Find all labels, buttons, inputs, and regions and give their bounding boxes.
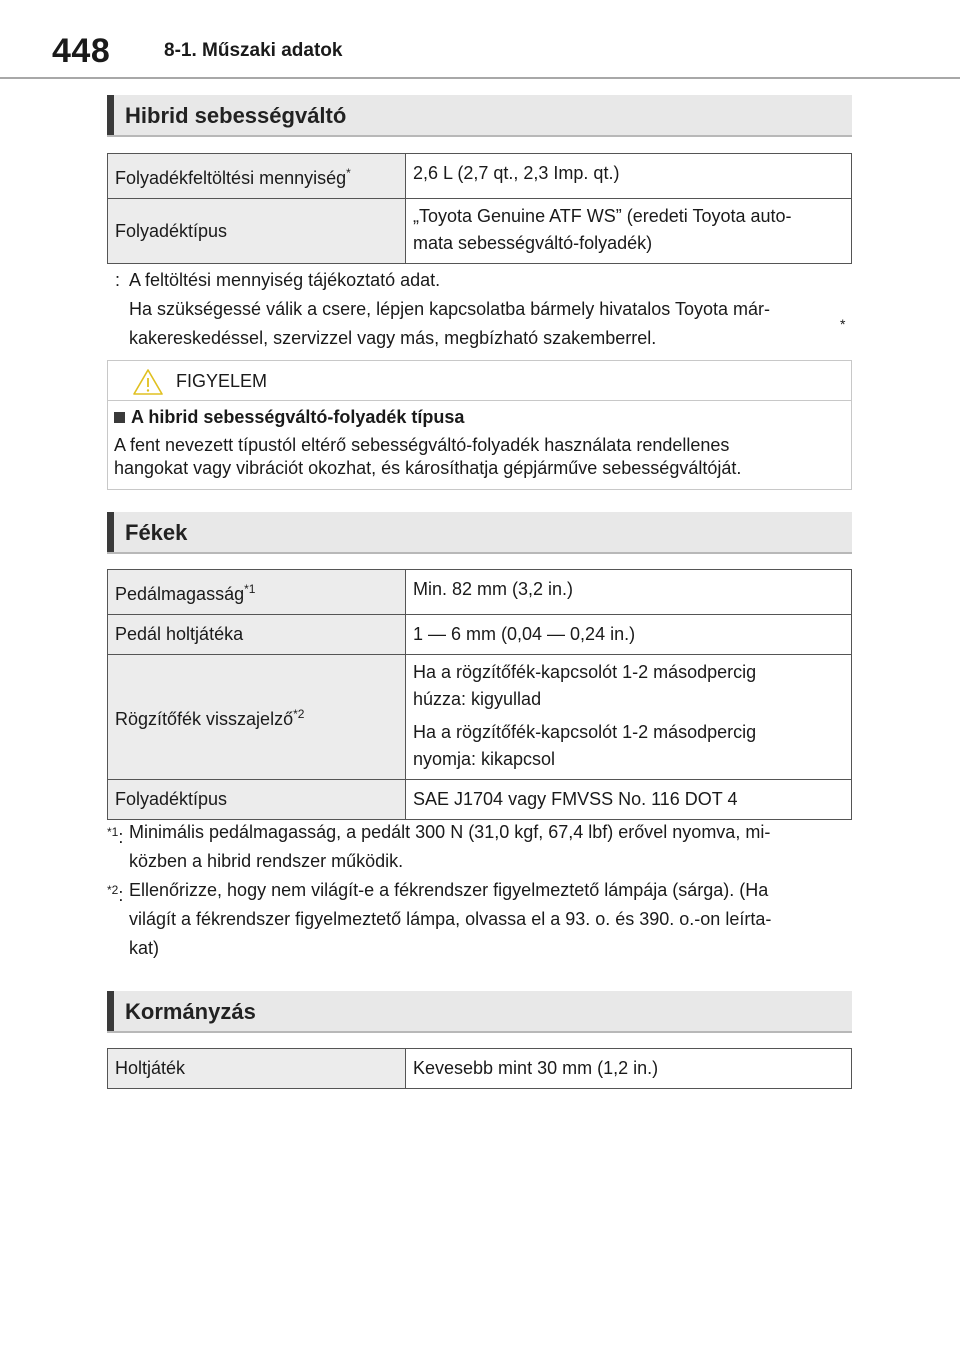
footnote-mark: : xyxy=(115,270,121,290)
warning-label: FIGYELEM xyxy=(176,371,268,391)
warning-subtitle: A hibrid sebességváltó-folyadék típusa xyxy=(114,407,464,428)
section-title: Fékek xyxy=(125,520,188,545)
spec-value: Ha a rögzítőfék-kapcsolót 1-2 másodpercig húzza: kigyullad Ha a rögzítőfék-kapcsolót 1-2 másodpercig nyomja: kikapcsol xyxy=(406,655,852,780)
spec-label: Pedálmagasság$^{*1}$ xyxy=(108,570,406,615)
spec-label: Rögzítőfék visszajelző$^{*2}$ xyxy=(108,655,406,780)
footnote-mark: $^{*2}$: xyxy=(107,883,124,905)
table-row xyxy=(108,655,852,780)
warning-header xyxy=(108,361,851,401)
chapter-title: 8-1. Műszaki adatok xyxy=(164,40,343,61)
section-title: Kormányzás xyxy=(125,999,256,1024)
warning-triangle-icon xyxy=(132,368,164,396)
header-divider xyxy=(0,77,960,79)
warning-box xyxy=(107,360,852,490)
footnote-line: Ha szükségessé válik a csere, lépjen kapcsolatba bármely hivatalos Toyota már- xyxy=(129,299,770,319)
table-row xyxy=(108,780,852,820)
brakes-footnote-1 xyxy=(107,818,857,876)
spec-value: 2,6 L (2,7 qt., 2,3 Imp. qt.) xyxy=(406,154,852,199)
hybrid-spec-table xyxy=(107,153,852,264)
section-bar xyxy=(107,991,114,1031)
page-header xyxy=(0,0,960,80)
table-row xyxy=(108,615,852,655)
footnote-asterisk: * xyxy=(840,316,846,332)
spec-label: Folyadéktípus xyxy=(108,199,406,264)
footnote-line: Minimális pedálmagasság, a pedált 300 N (31,0 kgf, 67,4 lbf) erővel nyomva, mi- xyxy=(129,822,771,842)
footnote-line: közben a hibrid rendszer működik. xyxy=(129,851,404,871)
page-number: 448 xyxy=(52,32,111,70)
footnote-mark: $^{*1}$: xyxy=(107,825,124,847)
spec-value: 1 — 6 mm (0,04 — 0,24 in.) xyxy=(406,615,852,655)
footnote-line: Ellenőrizze, hogy nem világít-e a fékrendszer figyelmeztető lámpája (sárga). (Ha xyxy=(129,880,769,900)
footnote-line: A feltöltési mennyiség tájékoztató adat. xyxy=(129,270,441,290)
section-bar xyxy=(107,95,114,135)
spec-value: „Toyota Genuine ATF WS” (eredeti Toyota auto- mata sebességváltó-folyadék) xyxy=(406,199,852,264)
spec-value: Kevesebb mint 30 mm (1,2 in.) xyxy=(406,1049,852,1089)
section-heading-steering xyxy=(107,991,852,1033)
table-row xyxy=(108,1049,852,1089)
spec-value: SAE J1704 vagy FMVSS No. 116 DOT 4 xyxy=(406,780,852,820)
footnote-line: kat) xyxy=(129,938,160,958)
spec-label: Folyadékfeltöltési mennyiség* xyxy=(108,154,406,199)
section-title: Hibrid sebességváltó xyxy=(125,103,347,128)
table-row xyxy=(108,154,852,199)
square-bullet-icon xyxy=(114,412,125,423)
spec-label: Holtjáték xyxy=(108,1049,406,1089)
section-heading-brakes xyxy=(107,512,852,554)
steering-spec-table xyxy=(107,1048,852,1089)
brakes-footnote-2 xyxy=(107,876,857,963)
footnote-line: kakereskedéssel, szervizzel vagy más, megbízható szakemberrel. xyxy=(129,328,657,348)
hybrid-footnote xyxy=(107,266,857,353)
spec-label: Folyadéktípus xyxy=(108,780,406,820)
section-bar xyxy=(107,512,114,552)
spec-label: Pedál holtjátéka xyxy=(108,615,406,655)
spec-value: Min. 82 mm (3,2 in.) xyxy=(406,570,852,615)
footnote-line: világít a fékrendszer figyelmeztető lámpa, olvassa el a 93. o. és 390. o.-on leírta- xyxy=(129,909,772,929)
table-row xyxy=(108,570,852,615)
section-heading-hybrid xyxy=(107,95,852,137)
brakes-spec-table xyxy=(107,569,852,820)
warning-text: A fent nevezett típustól eltérő sebességváltó-folyadék használata rendellenes hangokat vagy vibrációt okozhat, és károsíthatja gépjárműve sebességváltóját. xyxy=(114,435,742,478)
table-row xyxy=(108,199,852,264)
